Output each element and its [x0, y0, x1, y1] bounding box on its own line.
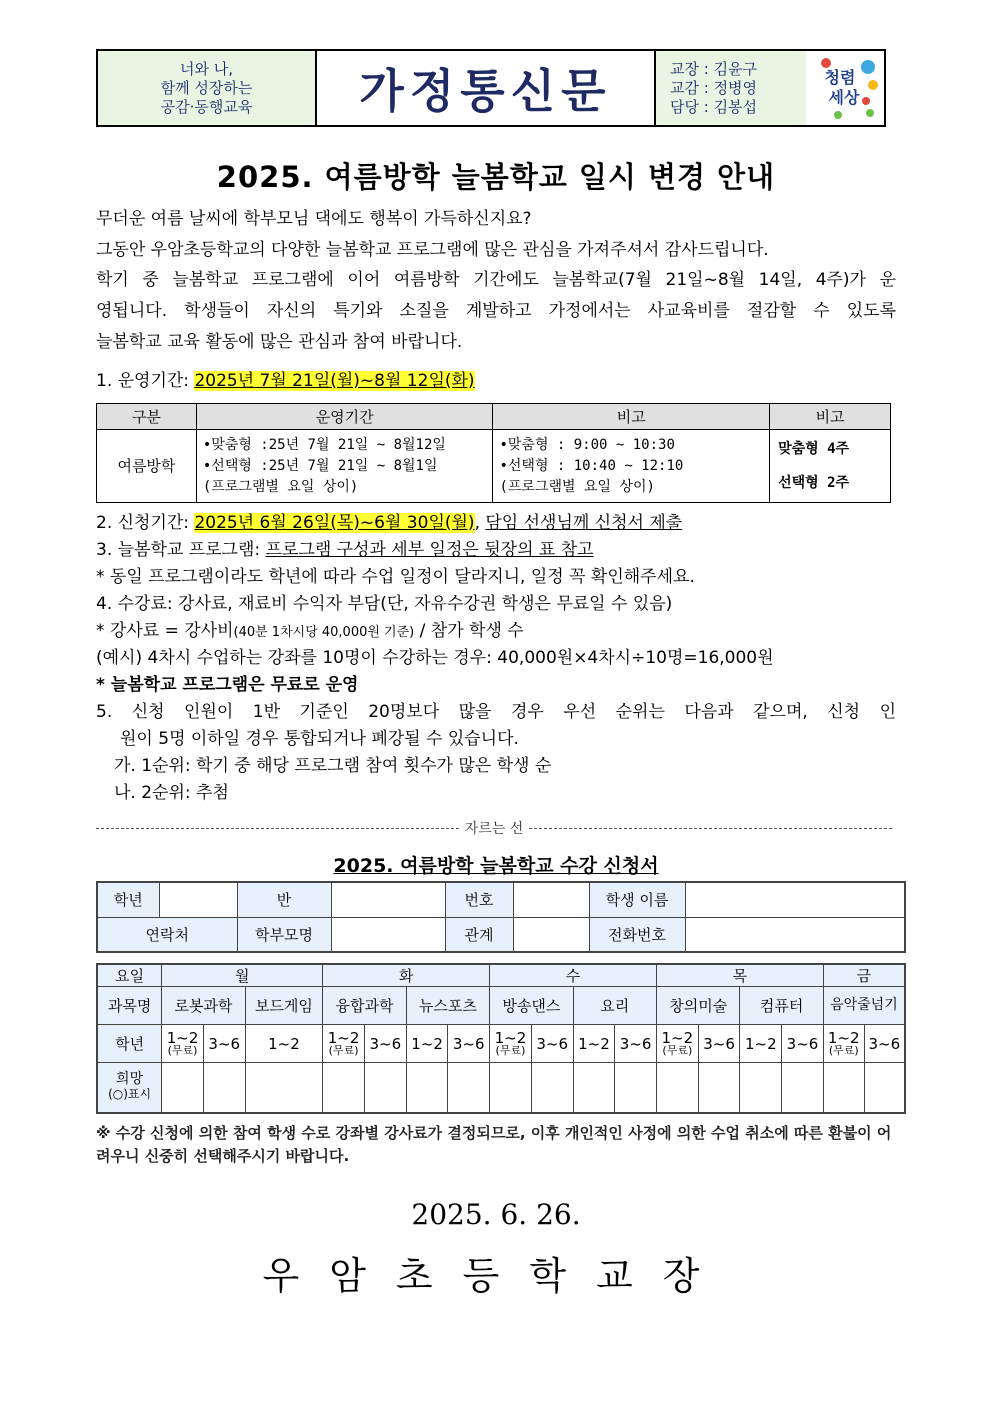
grade-cell: 3~6	[203, 1025, 245, 1063]
subject: 컴퓨터	[740, 987, 823, 1025]
wish-label: 희망	[116, 1071, 144, 1088]
wish-checkbox[interactable]	[573, 1063, 615, 1113]
cut-line-label: 자르는 선	[464, 821, 524, 837]
motto-line: 너와 나,	[179, 59, 233, 78]
wish-checkbox[interactable]	[245, 1063, 323, 1113]
label-class: 반	[237, 882, 331, 917]
time-line: •선택형 : 10:40 ~ 12:10	[499, 457, 684, 474]
item-priority: 5. 신청 인원이 1반 기준인 20명보다 많을 경우 우선 순위는 다음과 같으며, 신청 인	[96, 702, 896, 722]
free-label: (무료)	[328, 1043, 359, 1057]
grade-free-cell	[656, 1025, 698, 1063]
grade-range: 1~2	[166, 1028, 199, 1047]
grade-field[interactable]	[159, 882, 237, 917]
grade-cell: 3~6	[615, 1025, 657, 1063]
priority-2: 나. 2순위: 추첨	[114, 783, 229, 803]
grade-range: 1~2	[494, 1028, 527, 1047]
parent-name-field[interactable]	[331, 917, 445, 952]
label-phone: 전화번호	[589, 917, 685, 952]
subject: 뉴스포츠	[406, 987, 489, 1025]
svg-text:세상: 세상	[828, 88, 860, 107]
subject: 보드게임	[245, 987, 323, 1025]
fee-example: (예시) 4차시 수업하는 강좌를 10명이 수강하는 경우: 40,000원×4차시÷10명=16,000원	[96, 648, 774, 668]
table-header: 비고	[493, 404, 770, 430]
newsletter-title: 가정통신문	[317, 51, 656, 125]
label-contact: 연락처	[97, 917, 237, 952]
phone-field[interactable]	[685, 917, 905, 952]
subject: 창의미술	[656, 987, 739, 1025]
free-label: (무료)	[828, 1043, 859, 1057]
wish-checkbox[interactable]	[656, 1063, 698, 1113]
wish-checkbox[interactable]	[740, 1063, 782, 1113]
subject: 로봇과학	[162, 987, 245, 1025]
weeks-line: 맞춤형 4주	[778, 441, 850, 457]
grade-cell: 1~2	[245, 1025, 323, 1063]
grade-cell: 3~6	[698, 1025, 740, 1063]
day-wed: 수	[490, 964, 657, 987]
grade-cell: 3~6	[448, 1025, 490, 1063]
day-tue: 화	[323, 964, 490, 987]
intro-line: 학기 중 늘봄학교 프로그램에 이어 여름방학 기간에도 늘봄학교(7월 21일~8월 14일, 4주)가 운	[96, 270, 896, 290]
table-header: 비고	[770, 404, 891, 430]
wish-checkbox[interactable]	[864, 1063, 905, 1113]
wish-checkbox[interactable]	[490, 1063, 532, 1113]
free-label: (무료)	[167, 1043, 198, 1057]
item-operation-period	[96, 370, 896, 392]
grade-cell: 3~6	[531, 1025, 573, 1063]
newsletter-header	[96, 49, 886, 127]
grade-cell: 3~6	[782, 1025, 824, 1063]
table-cell: 여름방학	[97, 430, 197, 503]
fee-formula	[96, 620, 896, 644]
label-grade: 학년	[97, 1025, 162, 1063]
item-label: 1. 운영기간:	[96, 371, 195, 391]
item-application-period	[96, 512, 896, 534]
free-label: (무료)	[495, 1043, 526, 1057]
subject: 방송댄스	[490, 987, 573, 1025]
period-line: •맞춤형 :25년 7월 21일 ~ 8월12일	[202, 436, 446, 453]
program-note: * 동일 프로그램이라도 학년에 따라 수업 일정이 달라지니, 일정 꼭 확인해주세요.	[96, 567, 695, 587]
class-field[interactable]	[331, 882, 445, 917]
dashed-line	[96, 828, 459, 829]
day-thu: 목	[656, 964, 823, 987]
item-priority-cont: 원이 5명 이하일 경우 통합되거나 폐강될 수 있습니다.	[120, 729, 519, 749]
label-relationship: 관계	[445, 917, 513, 952]
wish-checkbox[interactable]	[364, 1063, 406, 1113]
grade-range: 1~2	[661, 1028, 694, 1047]
item-fee: 4. 수강료: 강사료, 재료비 수익자 부담(단, 자유수강권 학생은 무료일 수 있음)	[96, 594, 673, 614]
table-cell	[770, 430, 891, 503]
intro-line: 늘봄학교 교육 활동에 많은 관심과 참여 바랍니다.	[96, 332, 463, 352]
wish-checkbox[interactable]	[406, 1063, 448, 1113]
operation-table	[96, 403, 891, 503]
integrity-logo	[806, 51, 884, 125]
student-info-table	[96, 881, 906, 953]
label-student-name: 학생 이름	[589, 882, 685, 917]
fee-formula-b: (40분 1차시당 40,000원 기준)	[233, 625, 415, 640]
intro-line: 무더운 여름 날씨에 학부모님 댁에도 행복이 가득하신지요?	[96, 209, 532, 229]
motto-line: 공감·동행교육	[160, 97, 253, 116]
program-reference: 프로그램 구성과 세부 일정은 뒷장의 표 참고	[265, 540, 594, 560]
teacher-in-charge: 담당 : 김봉섭	[670, 97, 758, 116]
dashed-line	[529, 828, 892, 829]
day-mon: 월	[162, 964, 323, 987]
principal-signature: 우암초등학교장	[262, 1254, 730, 1298]
label-parent-name: 학부모명	[237, 917, 331, 952]
free-program-note: * 늘봄학교 프로그램은 무료로 운영	[96, 675, 359, 695]
principal: 교장 : 김윤구	[670, 59, 758, 78]
separator: ,	[474, 513, 486, 533]
label-subject: 과목명	[97, 987, 162, 1025]
table-cell	[493, 430, 770, 503]
page-title: 2025. 여름방학 늘봄학교 일시 변경 안내	[216, 160, 776, 194]
form-title-text: 2025. 여름방학 늘봄학교 수강 신청서	[333, 855, 659, 877]
weeks-line: 선택형 2주	[778, 475, 850, 491]
label-number: 번호	[445, 882, 513, 917]
wish-checkbox[interactable]	[782, 1063, 824, 1113]
refund-note: ※ 수강 신청에 의한 참여 학생 수로 강좌별 강사료가 결정되므로, 이후 개인적인 사정에 의한 수업 취소에 따른 환불이 어려우니 신중히 선택해주시기 바랍니다.	[96, 1124, 892, 1165]
wish-checkbox[interactable]	[823, 1063, 864, 1113]
subject: 요리	[573, 987, 656, 1025]
period-line: •선택형 :25년 7월 21일 ~ 8월1일	[202, 457, 438, 474]
motto-line: 함께 성장하는	[160, 78, 253, 97]
wish-checkbox[interactable]	[162, 1063, 204, 1113]
integrity-logo-icon	[810, 53, 880, 123]
cut-line	[96, 818, 892, 838]
grade-cell: 1~2	[740, 1025, 782, 1063]
operation-period: 2025년 7월 21일(월)~8월 12일(화)	[194, 371, 475, 391]
wish-checkbox[interactable]	[203, 1063, 245, 1113]
table-header: 운영기간	[196, 404, 493, 430]
priority-1: 가. 1순위: 학기 중 해당 프로그램 참여 횟수가 많은 학생 순	[114, 756, 552, 776]
fee-formula-c: / 참가 학생 수	[414, 621, 524, 641]
application-period: 2025년 6월 26일(목)~6월 30일(월)	[194, 513, 475, 533]
wish-checkbox[interactable]	[323, 1063, 365, 1113]
period-line: (프로그램별 요일 상이)	[202, 478, 359, 495]
student-name-field[interactable]	[685, 882, 905, 917]
relationship-field[interactable]	[513, 917, 589, 952]
wish-checkbox[interactable]	[615, 1063, 657, 1113]
free-label: (무료)	[662, 1043, 693, 1057]
grade-cell: 3~6	[364, 1025, 406, 1063]
grade-cell: 3~6	[864, 1025, 905, 1063]
table-header: 구분	[97, 404, 197, 430]
wish-checkbox[interactable]	[531, 1063, 573, 1113]
grade-free-cell	[823, 1025, 864, 1063]
label-wish	[97, 1063, 162, 1113]
fee-formula-a: * 강사료 = 강사비	[96, 621, 234, 641]
grade-free-cell	[490, 1025, 532, 1063]
subject: 음악줄넘기	[823, 987, 905, 1025]
grade-cell: 1~2	[406, 1025, 448, 1063]
subject: 융합과학	[323, 987, 406, 1025]
grade-free-cell	[323, 1025, 365, 1063]
label-day: 요일	[97, 964, 162, 987]
grade-cell: 1~2	[573, 1025, 615, 1063]
wish-checkbox[interactable]	[448, 1063, 490, 1113]
application-action: 담임 선생님께 신청서 제출	[485, 513, 683, 533]
item-label: 3. 늘봄학교 프로그램:	[96, 540, 266, 560]
item-label: 2. 신청기간:	[96, 513, 195, 533]
svg-text:청렴: 청렴	[824, 68, 856, 87]
label-grade: 학년	[97, 882, 159, 917]
grade-range: 1~2	[327, 1028, 360, 1047]
wish-label-mark: (○)표시	[108, 1087, 152, 1102]
number-field[interactable]	[513, 882, 589, 917]
item-program	[96, 539, 896, 561]
day-fri: 금	[823, 964, 905, 987]
school-motto	[98, 51, 317, 125]
staff-list	[656, 51, 806, 125]
issue-date: 2025. 6. 26.	[411, 1198, 581, 1231]
wish-checkbox[interactable]	[698, 1063, 740, 1113]
intro-line: 그동안 우암초등학교의 다양한 늘봄학교 프로그램에 많은 관심을 가져주셔서 감사드립니다.	[96, 240, 769, 260]
grade-range: 1~2	[827, 1028, 860, 1047]
intro-line: 영됩니다. 학생들이 자신의 특기와 소질을 계발하고 가정에서는 사교육비를 절감할 수 있도록	[96, 301, 896, 321]
time-line: •맞춤형 : 9:00 ~ 10:30	[499, 436, 675, 453]
vice-principal: 교감 : 정병영	[670, 78, 758, 97]
table-cell	[196, 430, 493, 503]
form-title	[0, 851, 992, 878]
grade-free-cell	[162, 1025, 204, 1063]
time-line: (프로그램별 요일 상이)	[499, 478, 655, 495]
schedule-table	[96, 963, 906, 1114]
